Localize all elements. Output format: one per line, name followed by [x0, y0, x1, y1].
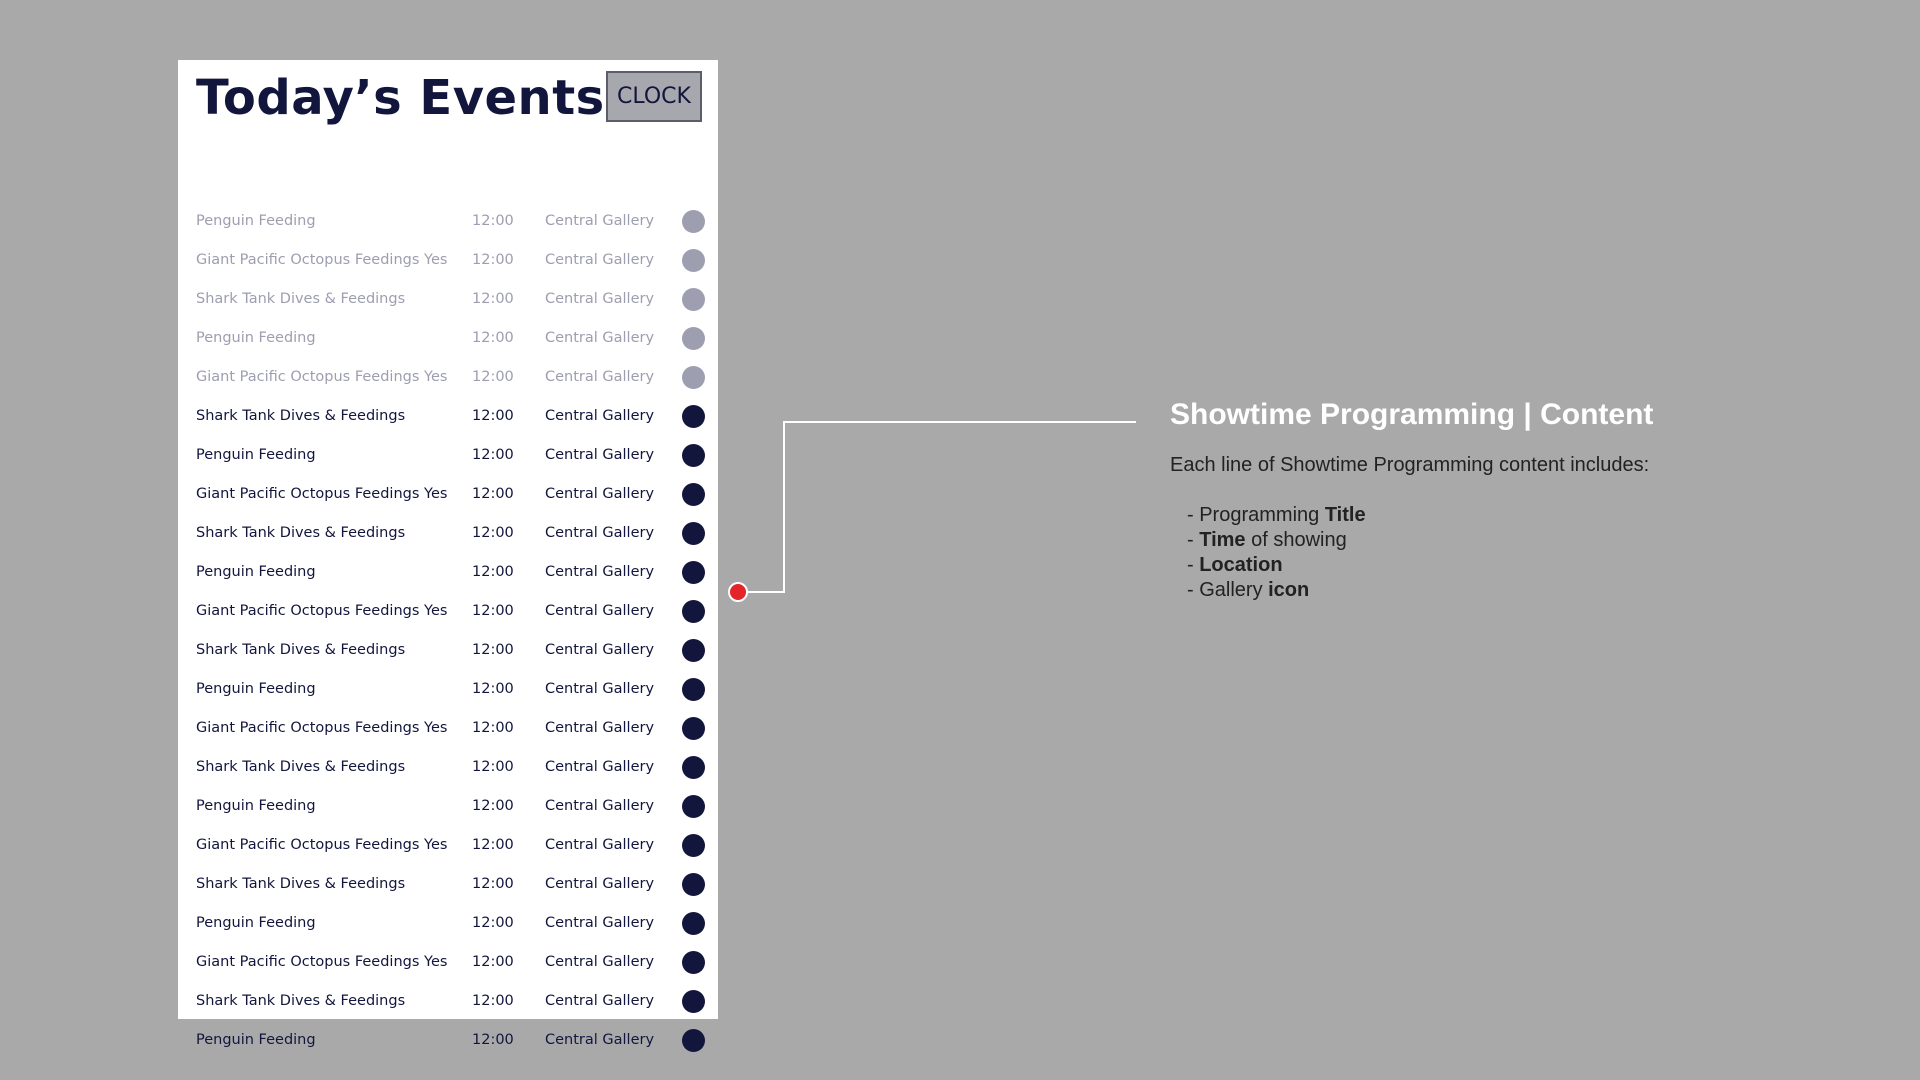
event-time: 12:00 [472, 915, 514, 931]
gallery-icon [682, 639, 705, 662]
events-list [178, 202, 718, 1060]
gallery-icon [682, 405, 705, 428]
event-row [178, 982, 718, 1021]
gallery-icon [682, 795, 705, 818]
event-location: Central Gallery [545, 486, 655, 502]
event-location: Central Gallery [545, 837, 655, 853]
annotation-item-text: - Gallery [1187, 579, 1269, 601]
event-row [178, 748, 718, 787]
events-panel [178, 60, 718, 1048]
event-row [178, 592, 718, 631]
event-time: 12:00 [472, 408, 514, 424]
event-row [178, 1021, 718, 1060]
event-title: Shark Tank Dives & Feedings [196, 876, 406, 892]
annotation-item [1187, 528, 1890, 553]
event-row [178, 358, 718, 397]
gallery-icon [682, 873, 705, 896]
gallery-icon [682, 990, 705, 1013]
event-title: Shark Tank Dives & Feedings [196, 408, 406, 424]
event-location: Central Gallery [545, 993, 655, 1009]
event-time: 12:00 [472, 759, 514, 775]
annotation-heading: Showtime Programming | Content [1170, 398, 1654, 431]
event-row [178, 202, 718, 241]
event-time: 12:00 [472, 330, 514, 346]
event-time: 12:00 [472, 837, 514, 853]
event-location: Central Gallery [545, 915, 655, 931]
event-title: Shark Tank Dives & Feedings [196, 759, 406, 775]
event-location: Central Gallery [545, 798, 655, 814]
event-time: 12:00 [472, 213, 514, 229]
page-title: Today’s Events [196, 70, 605, 126]
annotation-item-text: - Programming [1187, 504, 1325, 526]
event-title: Giant Pacific Octopus Feedings Yes [196, 720, 448, 736]
event-title: Penguin Feeding [196, 1032, 316, 1048]
gallery-icon [682, 1029, 705, 1052]
event-time: 12:00 [472, 603, 514, 619]
gallery-icon [682, 444, 705, 467]
gallery-icon [682, 483, 705, 506]
gallery-icon [682, 288, 705, 311]
event-time: 12:00 [472, 798, 514, 814]
annotation-item [1187, 578, 1890, 603]
event-time: 12:00 [472, 720, 514, 736]
event-location: Central Gallery [545, 954, 655, 970]
annotation-item-text: - [1187, 554, 1200, 576]
event-row [178, 319, 718, 358]
gallery-icon [682, 522, 705, 545]
event-row [178, 826, 718, 865]
event-title: Penguin Feeding [196, 681, 316, 697]
event-row [178, 475, 718, 514]
event-row [178, 280, 718, 319]
gallery-icon [682, 717, 705, 740]
event-row [178, 943, 718, 982]
connector-line [783, 421, 1136, 423]
event-title: Giant Pacific Octopus Feedings Yes [196, 603, 448, 619]
event-title: Penguin Feeding [196, 915, 316, 931]
event-title: Penguin Feeding [196, 798, 316, 814]
annotation-item-keyword: Location [1199, 554, 1283, 576]
gallery-icon [682, 210, 705, 233]
gallery-icon [682, 600, 705, 623]
clock-button[interactable]: CLOCK [606, 71, 702, 122]
event-time: 12:00 [472, 1032, 514, 1048]
event-time: 12:00 [472, 876, 514, 892]
event-row [178, 514, 718, 553]
event-title: Giant Pacific Octopus Feedings Yes [196, 486, 448, 502]
event-location: Central Gallery [545, 681, 655, 697]
event-location: Central Gallery [545, 369, 655, 385]
event-row [178, 787, 718, 826]
event-row [178, 553, 718, 592]
event-time: 12:00 [472, 681, 514, 697]
annotation-item-text: - [1187, 529, 1200, 551]
gallery-icon [682, 756, 705, 779]
event-time: 12:00 [472, 564, 514, 580]
annotation-intro: Each line of Showtime Programming content includes: [1170, 454, 1650, 476]
event-location: Central Gallery [545, 291, 655, 307]
event-time: 12:00 [472, 486, 514, 502]
gallery-icon [682, 834, 705, 857]
event-title: Penguin Feeding [196, 213, 316, 229]
annotation-list [1170, 503, 1890, 603]
event-row [178, 865, 718, 904]
annotation-item [1187, 553, 1890, 578]
event-title: Shark Tank Dives & Feedings [196, 525, 406, 541]
event-time: 12:00 [472, 954, 514, 970]
connector-line [783, 421, 785, 593]
event-location: Central Gallery [545, 759, 655, 775]
event-time: 12:00 [472, 369, 514, 385]
annotation [1170, 398, 1890, 603]
gallery-icon [682, 249, 705, 272]
event-row [178, 397, 718, 436]
gallery-icon [682, 678, 705, 701]
event-location: Central Gallery [545, 447, 655, 463]
gallery-icon [682, 366, 705, 389]
gallery-icon [682, 327, 705, 350]
event-location: Central Gallery [545, 525, 655, 541]
event-location: Central Gallery [545, 603, 655, 619]
event-location: Central Gallery [545, 408, 655, 424]
event-location: Central Gallery [545, 564, 655, 580]
event-row [178, 904, 718, 943]
annotation-item-text: of showing [1245, 529, 1347, 551]
gallery-icon [682, 912, 705, 935]
event-row [178, 670, 718, 709]
annotation-item-keyword: Time [1199, 529, 1246, 551]
event-location: Central Gallery [545, 330, 655, 346]
event-row [178, 709, 718, 748]
event-title: Giant Pacific Octopus Feedings Yes [196, 837, 448, 853]
event-location: Central Gallery [545, 252, 655, 268]
event-title: Giant Pacific Octopus Feedings Yes [196, 252, 448, 268]
annotation-item-keyword: icon [1268, 579, 1310, 601]
event-row [178, 241, 718, 280]
annotation-item-keyword: Title [1324, 504, 1366, 526]
event-time: 12:00 [472, 291, 514, 307]
annotation-item [1187, 503, 1890, 528]
gallery-icon [682, 951, 705, 974]
event-time: 12:00 [472, 252, 514, 268]
event-time: 12:00 [472, 525, 514, 541]
event-location: Central Gallery [545, 1032, 655, 1048]
event-time: 12:00 [472, 642, 514, 658]
event-title: Shark Tank Dives & Feedings [196, 993, 406, 1009]
annotation-marker-icon [728, 582, 748, 602]
event-title: Penguin Feeding [196, 447, 316, 463]
event-title: Giant Pacific Octopus Feedings Yes [196, 954, 448, 970]
event-location: Central Gallery [545, 213, 655, 229]
event-location: Central Gallery [545, 642, 655, 658]
event-row [178, 631, 718, 670]
event-location: Central Gallery [545, 720, 655, 736]
event-title: Penguin Feeding [196, 330, 316, 346]
event-title: Penguin Feeding [196, 564, 316, 580]
event-title: Shark Tank Dives & Feedings [196, 642, 406, 658]
event-time: 12:00 [472, 993, 514, 1009]
event-title: Giant Pacific Octopus Feedings Yes [196, 369, 448, 385]
event-row [178, 436, 718, 475]
gallery-icon [682, 561, 705, 584]
event-time: 12:00 [472, 447, 514, 463]
event-title: Shark Tank Dives & Feedings [196, 291, 406, 307]
event-location: Central Gallery [545, 876, 655, 892]
